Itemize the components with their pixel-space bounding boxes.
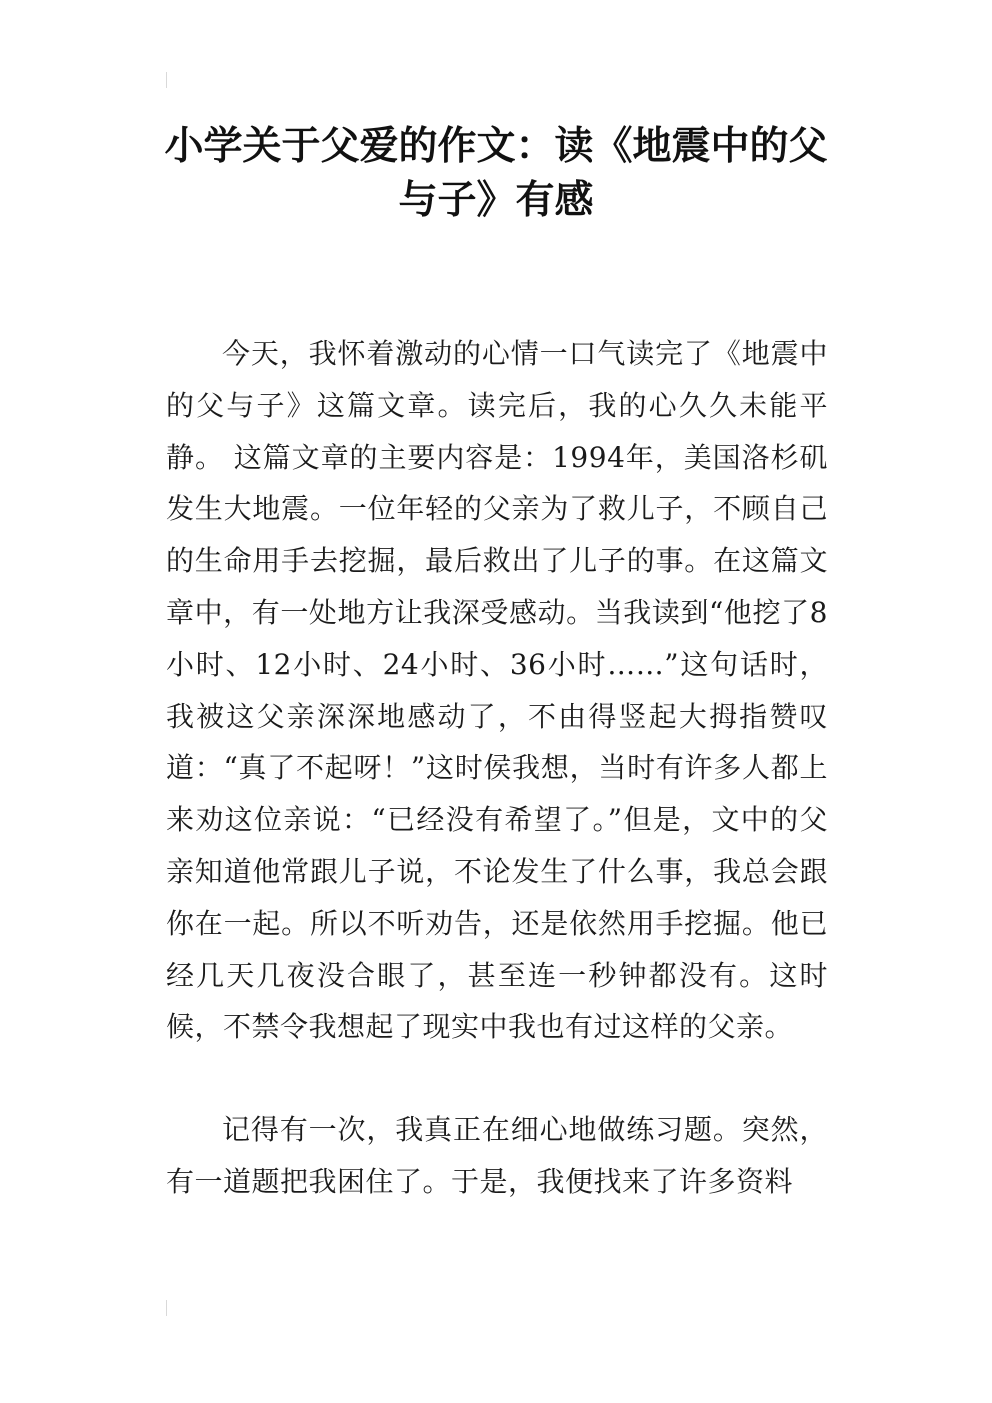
document-body bbox=[166, 328, 828, 1208]
body-paragraph: 今天，我怀着激动的心情一口气读完了《地震中的父与子》这篇文章。读完后，我的心久久未能平静。 这篇文章的主要内容是：1994年，美国洛杉矶发生大地震。一位年轻的父亲为了救儿子，不顾自己的生命用手去挖掘，最后救出了儿子的事。在这篇文章中，有一处地方让我深受感动。当我读到“他挖了8小时、12小时、24小时、36小时……”这句话时，我被这父亲深深地感动了，不由得竖起大拇指赞叹道：“真了不起呀！”这时侯我想，当时有许多人都上来劝这位亲说：“已经没有希望了。”但是，文中的父亲知道他常跟儿子说，不论发生了什么事，我总会跟你在一起。所以不听劝告，还是依然用手挖掘。他已经几天几夜没合眼了，甚至连一秒钟都没有。这时候，不禁令我想起了现实中我也有过这样的父亲。 bbox=[166, 337, 828, 1044]
page-corner-mark bbox=[166, 1300, 167, 1316]
page-corner-mark bbox=[166, 72, 167, 88]
body-paragraph: 记得有一次，我真正在细心地做练习题。突然，有一道题把我困住了。于是，我便找来了许多资料 bbox=[166, 1113, 828, 1198]
document-title: 小学关于父爱的作文：读《地震中的父与子》有感 bbox=[164, 124, 828, 223]
